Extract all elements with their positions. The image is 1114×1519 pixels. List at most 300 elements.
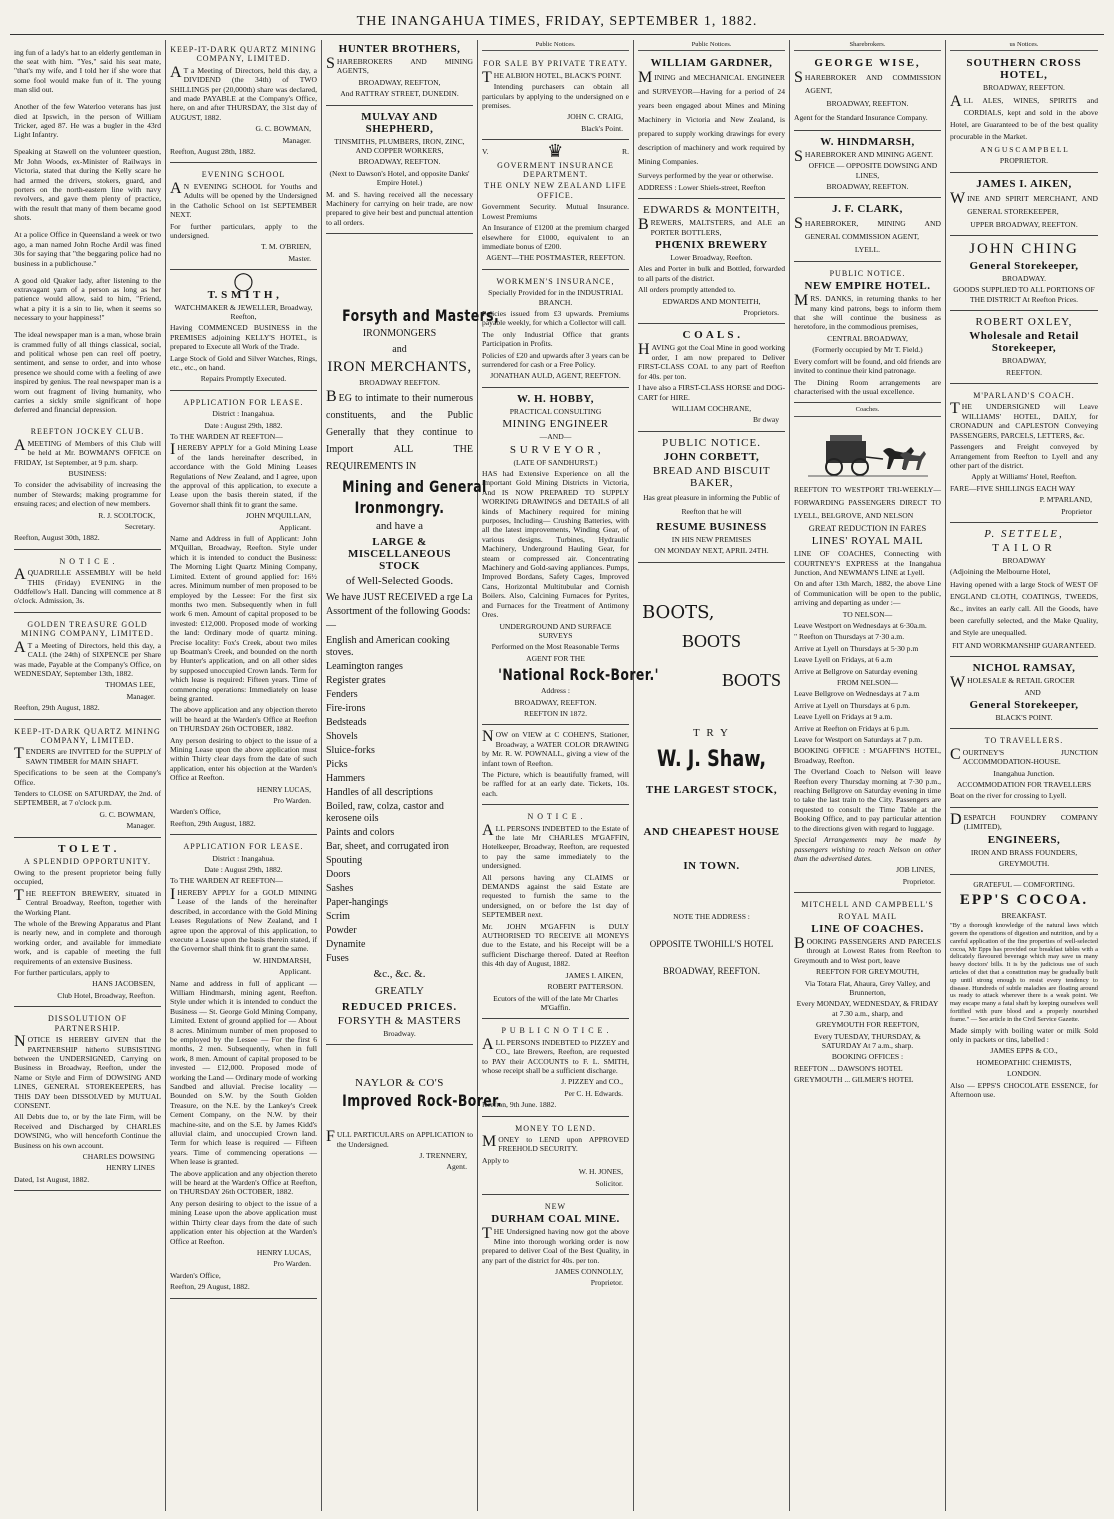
ad-body: Name and Address in full of Applicant: John M'Quillan, Broadway, Reefton. Style under which it is intended to conduct the Business: The Morning Light Quartz Mining Company, Limited. Extent of ground applied for: 16½ acres. Minimum number of men proposed to be employed by the Lessee: For the first six months two men. Subsequently when in full work 6 men. Amount of capital proposed to be invested: £12,000. Proposed mode of working the land: Ordinary mode of quartz mining. Precise locality: Fox's Creek, about two miles up Boatman's Creek, and bounded on the north by Hunter's application, and on all other sides by supposed unoccupied Crown lands. Term for which lease is required: Fifteen years. Time of commencing operations: Immediately on lease being granted. [170,534,317,703]
address: BROADWAY [1002,555,1046,565]
ad-body: Has great pleasure in informing the Public of Reefton that he will [643,492,780,516]
ad-body: Intending purchasers can obtain all particulars by applying to the undersigned on e premises. [482,82,629,111]
government-insurance-ad [482,142,629,269]
ad-body: THE UNDERSIGNED will Leave WILLIAMS' HOTEL, DAILY, for CRONADUN and CAPLESTON Conveying PASSENGERS, PARCELS, LETTERS, &c. [950,400,1098,440]
ad-title: M'PARLAND'S COACH. [973,391,1075,401]
signature: THOMAS LEE, [105,680,155,690]
list-item: Bedsteads [326,716,367,728]
ad-title: MONEY TO LEND. [515,1123,596,1133]
ad-body: GOODS SUPPLIED TO ALL PORTIONS OF THE DISTRICT At Reefton Prices. [953,285,1095,304]
columns [10,40,1106,1511]
address: BROADWAY REEFTON. [359,378,440,388]
nichol-ramsay-ad [950,659,1098,729]
crown-crest-icon: ♛ [547,141,564,162]
ad-title: GOVERMENT INSURANCE DEPARTMENT. [497,160,614,180]
ad-body: Surveys performed by the year or otherwise. [638,171,774,181]
shaw-headline: W. J. Shaw, [656,746,767,772]
ad-body: On and after 13th March, 1882, the above Line of Communication will be open to the public, arriving and departing as under :— [794,579,941,608]
ad-body: REEFTON IN 1872. [524,708,587,718]
ad-subtitle: THE ONLY NEW ZEALAND LIFE OFFICE. [484,181,627,200]
ad-title: C O A L S . [682,329,741,342]
address: OPPOSITE TWOHILL'S HOTEL [649,938,774,949]
ad-title: MINING ENGINEER [502,418,609,431]
booking-office: REEFTON ... DAWSON'S HOTEL [794,1063,903,1073]
district: District : Inangahua. [212,853,275,863]
signature-role: Applicant. [279,967,311,977]
ad-title: FOR SALE BY PRIVATE TREATY. [483,59,628,69]
list-item: Shovels [326,730,358,742]
address: BROADWAY. [1001,274,1047,284]
signature-role: Manager. [126,821,155,831]
agent: AGENT—THE POSTMASTER, REEFTON. [485,253,626,263]
list-item: Fuses [326,952,349,964]
address: BROADWAY, REEFTON, [358,77,441,87]
ad-body: Government Security. Mutual Insurance. Lowest Premiums [482,202,629,221]
travellers-ad [950,731,1098,807]
list-item: Doors [326,868,351,880]
signature-role: Secretary. [124,522,155,532]
signature: JAMES I. AIKEN, [565,970,623,980]
ad-title: DURHAM COAL MINE. [491,1213,620,1226]
ad-title: DISSOLUTION OF PARTNERSHIP. [47,1014,128,1033]
list-item: Register grates [326,674,386,686]
crest-letter: R. [622,147,629,157]
ad-body: An Insurance of £1200 at the premium charged elsewhere for £1000, equivalent to an immediate bonus of £200. [482,223,629,251]
ad-title: N O T I C E . [527,812,584,822]
ad-body: (Formerly occupied by Mr T. Field.) [812,345,923,355]
ad-title: LINE OF COACHES. [811,922,924,935]
list-item: Bar, sheet, and corrugated iron [326,840,449,852]
signature-role: Applicant. [279,522,311,532]
ad-subtitle: UNDERGROUND AND SURFACE SURVEYS [499,621,612,640]
timetable-row: " Reefton on Thursdays at 7·30 a.m. [794,632,905,642]
signature: Per C. H. Edwards. [564,1088,623,1098]
ad-body: SHAREBROKER AND MINING AGENT. [794,147,934,165]
ad-title: IN TOWN. [683,860,740,873]
ad-body: of Well-Selected Goods. [345,574,454,587]
ad-title: FORSYTH & MASTERS [337,1014,462,1027]
watch-icon: ◯ [233,271,254,292]
signature-role: Proprietor. [902,876,935,886]
ad-body: AN EVENING SCHOOL for Youths and Adults will be opened by the Undersigned in the Catholic School on 1st SEPTEMBER NEXT. [170,179,317,220]
ad-subtitle: GREAT REDUCTION IN FARES [808,522,927,533]
southern-cross-ad [950,54,1098,172]
ad-body: BOOKING PASSENGERS AND PARCELS through at Lowest Rates from Reefton to Greymouth and to West port, leave [794,934,941,965]
signature: G. C. BOWMAN, [255,124,311,134]
lines-coach-ad [794,420,941,893]
date: Date : August 29th, 1882. [204,420,283,430]
ad-body: THE Undersigned having now got the above Mine into thorough working order is now prepared to deliver Coal of the Best Quality, in any part of the district for 40s. per ton. [482,1225,629,1265]
signature-role: Manager. [126,691,155,701]
ad-subtitle: FROM NELSON— [837,678,898,687]
column-2 [166,40,322,1511]
office: Warden's Office, [170,1270,221,1280]
albion-sale-ad [482,54,629,140]
address: BROADWAY, REEFTON. [358,157,441,167]
address-label: Address : [541,686,570,696]
ad-body: ALL ALES, WINES, SPIRITS and CORDIALS, kept and sold in the above Hotel, are Guaranteed to be of the best quality procurable in the Market. [950,92,1098,141]
boots-headline: BOOTS [721,670,781,691]
section-label: Public Notices. [638,40,785,51]
date: Reefton, 9th June. 1882. [482,1100,557,1110]
t-smith-ad [170,272,317,391]
signature-role: Ecutors of the will of the late Mr Charles M'Gaffin. [493,993,618,1012]
signature: HOMEOPATHIC CHEMISTS, [976,1057,1072,1067]
ad-body: FARE—FIVE SHILLINGS EACH WAY [950,483,1076,493]
ad-body: Special Arrangements may be made by passengers wishing to reach Nelson on other than the advertised dates. [794,835,941,863]
addressee: To THE WARDEN AT REEFTON— [170,876,283,886]
story: ing fun of a lady's hat to an elderly gentleman in the seat with him. "Yes," said his seat mate, "that's my wife, and I told her if she wore that some fool would make fun of it. The young man slid out. [14,47,161,95]
ad-body: Having opened with a large Stock of WEST OF ENGLAND CLOTH, COATINGS, TWEEDS, &c., invites an early call. All the Goods, have been carefully selected, and the Make Quality, and Style are unequalled. [950,579,1098,637]
ad-title: EDWARDS & MONTEITH, [643,204,780,217]
signature: CHARLES DOWSING [82,1151,155,1161]
ad-subtitle: TAILOR [992,541,1056,554]
ad-title: T. S M I T H , [207,288,280,301]
ad-subtitle: NEW [544,1202,567,1211]
coals-ad [638,326,785,431]
evening-school-ad [170,165,317,270]
robert-oxley-ad [950,313,1098,384]
ad-title: SOUTHERN CROSS HOTEL, [966,57,1082,82]
timetable-row: Arrive at Lyell on Thursdays at 5·30 p.m [794,643,919,653]
hobby-engineer-ad [482,390,659,726]
ad-title: NAYLOR & CO'S [355,1077,444,1090]
lease-application-1 [170,393,317,835]
ad-body: Large Stock of Gold and Silver Watches, Rings, etc., etc., on hand. [170,353,317,372]
address: GREYMOUTH. [998,859,1050,869]
address: BROADWAY, REEFTON. [514,697,597,707]
ad-subtitle: WATCHMAKER & JEWELLER, Broadway, Reefton, [174,302,313,321]
ad-title: APPLICATION FOR LEASE. [183,397,304,407]
ad-subtitle: BREAD AND BISCUIT BAKER, [652,464,771,489]
ad-body: Ales and Porter in bulk and Bottled, forwarded to all parts of the district. [638,264,785,283]
ad-body: REEFTON TO WESTPORT TRI-WEEKLY—FORWARDING PASSENGERS DIRECT TO LYELL, BELGROVE, AND NELSON [794,484,941,520]
ad-title: MITCHELL AND CAMPBELL'S [801,900,934,910]
signature: P. M'PARLAND, [1039,495,1092,505]
ad-connector: and [392,344,407,356]
list-item: Picks [326,758,348,770]
signature-role: Agent. [446,1162,467,1172]
ad-subtitle: GRATEFUL — COMFORTING. [973,880,1075,890]
column-6 [790,40,946,1511]
list-item: Scrim [326,910,350,922]
ad-body: The Dining Room arrangements are characterised with the usual excellence. [794,377,941,396]
ad-title: EVENING SCHOOL [201,170,286,180]
despatch-foundry-ad [950,810,1098,876]
ad-title: ENGINEERS, [987,833,1061,846]
ad-title: T O L E T . [58,842,117,855]
ad-body: IHEREBY APPLY for a Gold Mining Lease of the lands hereinafter described, in accordance with the Gold Mining Leases Regulations of New Zealand, and I agree, upon the approval of this application, to execute a Lease upon the basis therein stated, if the Governor shall think fit to grant the same. [170,441,317,509]
ad-body: AT a Meeting of Directors, held this day, a DIVIDEND (the 34th) of TWO SHILLINGS per (20,000th) share was declared, and made PAYABLE at the Company's Office, here, on and after THURSDAY, the 31st day of AUGUST, 1882. [170,63,317,122]
workmens-insurance-ad [482,272,629,388]
signature: W. H. JONES, [578,1167,623,1177]
ad-subtitle: (LATE OF SANDHURST.) [513,457,598,467]
signature: A N G U S C A M P B E L L [980,144,1068,154]
address: BROADWAY, REEFTON. [826,182,909,192]
ad-title: WORKMEN'S INSURANCE, [496,276,615,286]
list-item: Leamington ranges [326,660,403,672]
ad-body: Agent for the Standard Insurance Company. [794,112,928,122]
date: Reefton, 29th August, 1882. [170,818,256,828]
ad-connector: —AND— [539,432,572,442]
ad-body: Every TUESDAY, THURSDAY, & SATURDAY At 7 a.m., sharp. [814,1031,921,1050]
address: And RATTRAY STREET, DUNEDIN. [340,89,459,99]
ad-body: OFFICE — OPPOSITE DOWSING AND LINES, [808,161,938,180]
signature: J. TRENNERY, [419,1150,467,1160]
list-item: Fire-irons [326,702,366,714]
date: Reefton, August 30th, 1882. [14,533,100,543]
list-item: Paints and colors [326,826,395,838]
list-item: Sluice-forks [326,744,375,756]
ad-body: SHAREBROKER AND COMMISSION AGENT, [794,69,941,96]
ad-body: Every comfort will be found, and old friends are invited to continue their kind patronage. [794,356,941,376]
signature: HANS JACOBSEN, [92,979,155,989]
signature-role: Master. [288,253,311,263]
epps-cocoa-ad [950,877,1098,1105]
ad-body: The above application and any objection thereto will be heard at the Warden's Office at Reefton, on THURSDAY 26th OCTOBER, 1882. [170,1168,317,1197]
signature: JOHN C. CRAIG, [567,112,623,122]
signature: WILLIAM COCHRANE, [671,403,752,413]
ad-body: "By a thorough knowledge of the natural laws which govern the operations of digestion and nutrition, and by a careful application of the fine properties of well-selected cocoa, Mr Epps has provided our breakfast tables with a delicately flavoured beverage which may save us many heavy doctors' bills. It is by the judicious use of such articles of diet that a constitution may be gradually built up until strong enough to resist every tendency to disease. Hundreds of subtle maladies are floating around us ready to attack wherever there is a weak point. We may escape many a fatal shaft by keeping ourselves well fortified with pure blood and a properly nourished frame." — See article in the Civil Service Gazette. [950,922,1098,1023]
ad-body: (Adjoining the Melbourne Hotel, [950,567,1051,577]
ad-body: All persons having any CLAIMS or DEMANDS against the said Estate are requested to furnish the same to the undersigned, on or before the 1st day of SEPTEMBER next. [482,872,629,920]
ad-body: NOW on VIEW at C COHEN'S, Stationer, Broadway, a WATER COLOR DRAWING by Mr. R. W. POWNALL, giving a view of the infant town of Reefton. [482,728,629,768]
dissolution-ad [14,1009,161,1191]
list-item: Handles of all descriptions [326,786,433,798]
ad-title: LINES' ROYAL MAIL [811,535,924,548]
signature-role: Solicitor. [595,1178,623,1188]
story: Speaking at Stawell on the volunteer question, Mr John Woods, ex-Minister of Railways in Victoria, stated that during the Kelly scare he had armed the drivers, stokers, guard, and porters on the north-eastern line with navy revolvers, and gave them plenty of practice, with the result that many of them became good shots. [14,147,161,223]
timetable-row: Leave Westport on Wednesdays at 6·30a.m. [794,620,927,630]
ad-title: APPLICATION FOR LEASE. [183,842,304,852]
column-5 [634,40,790,1511]
ad-title: P. SETTELE, [984,527,1064,540]
signature-role: Proprietor [1061,506,1092,516]
signature: LONDON. [1007,1069,1041,1079]
ad-body: Boat on the river for crossing to Lyell. [950,791,1067,801]
list-item: Powder [326,924,357,936]
crest-row [482,141,629,162]
ad-body: Any person desiring to object to the issue of a mining Lease upon the above application must within Thirty clear days from the date of such application enter his objection at the Warden's Office at Reefton. [170,1198,317,1246]
signature-role: Pro Warden. [273,1259,311,1269]
list-item: Dynamite [326,938,366,950]
booking-office: GREYMOUTH ... GILMER'S HOTEL [794,1075,914,1085]
masthead: THE INANGAHUA TIMES, FRIDAY, SEPTEMBER 1, 1882. [356,14,758,29]
boots-headline: BOOTS, [642,601,715,623]
signature: HENRY LUCAS, [256,1247,311,1257]
ad-body: Via Totara Flat, Ahaura, Grey Valley, and Brunnerton, [804,978,931,997]
ad-title: JAMES I. AIKEN, [976,177,1072,190]
goods-list [326,635,473,965]
address: BROADWAY, REEFTON. [826,99,909,109]
story: At a police Office in Queensland a week or two ago, a man named John Roche Ardil was fined 30s for saying that "the beggaring police had no business in a publichouse." [14,230,161,268]
ad-title: W. H. HOBBY, [516,392,595,405]
ad-title: AND CHEAPEST HOUSE [643,826,780,839]
signature: G. C. BOWMAN, [99,809,155,819]
boots-headline: BOOTS [681,630,741,651]
jf-clark-ad [794,200,941,261]
ad-title: REDUCED PRICES. [341,1000,458,1013]
ad-body: &c., &c. &. [373,967,426,980]
notice-ad [14,552,161,613]
addressee: To THE WARDEN AT REEFTON— [170,432,283,441]
ad-subtitle: REEFTON FOR GREYMOUTH, [815,967,920,977]
date: Reefton, 29th August, 1882. [14,703,100,713]
ad-body: Apply to [482,1155,509,1165]
section-label: Coaches. [794,405,941,416]
ad-title: Mining and General [342,476,487,496]
durham-coal-ad [482,1197,629,1294]
ad-title: J. F. CLARK, [832,203,903,216]
ad-body: AGENT FOR THE [526,653,585,663]
cohen-drawing-ad [482,727,629,805]
ad-body: Apply at Williams' Hotel, Reefton. [971,472,1077,482]
ad-body: FIT AND WORKMANSHIP GUARANTEED. [952,640,1096,650]
ad-title: Improved Rock-Borer. [342,1091,503,1111]
ad-title: W. HINDMARSH, [820,135,915,148]
ad-title: GOLDEN TREASURE GOLD MINING COMPANY, LIMITED. [21,619,154,639]
ad-body: Policies of £20 and upwards after 3 years can be surrendered for cash or a Free Policy. [482,350,629,369]
signature-role: Pro Warden. [273,796,311,806]
ad-subtitle: TINSMITHS, PLUMBERS, IRON, ZINC, AND COPPER WORKERS, [334,136,465,156]
keep-it-dark-tender-ad [14,722,161,838]
ad-title: 'National Rock-Borer.' [498,665,659,685]
jockey-club-ad [14,422,161,549]
ad-body: BEG to intimate to their numerous constituents, and the Public Generally that they continue to Import ALL THE REQUIREMENTS IN [326,387,473,472]
ad-subtitle: BREAKFAST. [1001,910,1047,920]
ad-title: EPP'S COCOA. [959,891,1089,908]
ad-title: S U R V E Y O R , [509,443,602,456]
ad-body: Owing to the present proprietor being fully occupied, [14,868,161,887]
ad-title: Forsyth and Masters, [342,306,500,326]
ad-body: Tenders to CLOSE on SATURDAY, the 2nd. of SEPTEMBER, at 7 o'clock p.m. [14,788,161,808]
ad-body: IN HIS NEW PREMISES [671,534,752,544]
date: Dated, 1st August, 1882. [14,1174,90,1184]
ad-subhead: BUSINESS: [68,469,107,478]
stagecoach-icon [808,427,928,479]
section-label: Public Notices. [482,40,629,51]
ad-body: T R Y [693,726,730,739]
ad-label: PUBLIC NOTICE. [829,268,906,278]
column-7 [946,40,1102,1511]
keep-it-dark-dividend-ad [170,40,317,163]
signature: HENRY LINES [106,1163,155,1173]
date: Reefton, 29 August, 1882. [170,1282,250,1292]
ad-body: Specifications to be seen at the Company's Office. [14,768,161,787]
section-label: us Notices. [950,40,1098,51]
ad-title: HUNTER BROTHERS, [338,43,461,55]
ad-body: NOTICE IS HEREBY GIVEN that the PARTNERSHIP hitherto SUBSISTING between the UNDERSIGNED, Carrying on Business in Broadway, Reefton, under the Name or Style and Firm of DOWSING AND LINES, GENERAL STOREKEEPERS, has THIS DAY been DISSOLVED by MUTUAL CONSENT. [14,1033,161,1110]
ad-title: RESUME BUSINESS [656,520,767,533]
signature-role: Proprietors. [743,308,779,318]
ad-connector: AND [1024,687,1041,697]
ad-subtitle: General Storekeeper, [969,698,1079,711]
address: ADDRESS : Lower Shiels-street, Reefton [638,182,766,192]
mparland-coach-ad [950,386,1098,523]
mulvay-shepherd-ad [326,108,473,235]
corbett-bakery-ad [638,434,785,563]
ad-body: Name and address in full of applicant — William Hindmarsh, mining agent, Reefton. Style under which it is intended to conduct the Business — St. George Gold Mining Company, Limited. Extent of ground applied for — About 8 acres. Minimum number of men proposed to be employed by the Lessee — For the first 6 months, 2 men. Subsequently, when in full work, 8 men. Amount of capital proposed to be invested — £12,000. Proposed mode of working the Land — Ordinary mode of working Sandbed and alluvial. Precise locality — Bounded on S.W. by the South Golden Treasure, on the N.E. by the Lankey's Creek Cement Company, on the N.W. by their machine-site, and on the S.E. by James Kidd's alluvial claim, and unoccupied Crown land. Term for which lease is required — Fifteen years. Time of commencing operations — When lease is granted. [170,978,317,1167]
ad-body: WHOLESALE & RETAIL GROCER [950,674,1075,692]
timetable-row: Arrive at Lyell on Thursdays at 6 p.m. [794,700,911,710]
address: (Next to Dawson's Hotel, and opposite Danks' Empire Hotel.) [329,168,470,188]
ad-body: Performed on the Most Reasonable Terms [491,642,620,652]
william-gardner-ad [638,54,785,199]
signature-role: Manager. [282,135,311,145]
ad-title: THE LARGEST STOCK, [645,784,778,797]
ad-body: Also — EPPS'S CHOCOLATE ESSENCE, for Afternoon use. [950,1080,1098,1100]
ad-title: KEEP-IT-DARK QUARTZ MINING COMPANY, LIMITED. [170,45,317,64]
ad-body: THE ALBION HOTEL, BLACK'S POINT. [482,68,622,86]
story: The ideal newspaper man is a man, whose brain is crammed fully of all things classical, social, and political whose pen can reel off poetry, sentiment, and sense to order, and into whose presence we should come with a feeling of awe inspired by genius. The real newspaper man is a worn out fragment of living humanity, who carries a sickly smile significant of hope deferred and financial depression. [14,330,161,415]
ad-body: M. and S. having received all the necessary Machinery for carrying on heir trade, are now prepared to give heir best and punctual attention to all orders. [326,189,473,227]
signature: EDWARDS AND MONTEITH, [662,296,761,306]
ad-title: Ironmongry. [354,497,445,517]
address: BROADWAY, REEFTON. [662,965,761,976]
signature: JOHN M'QUILLAN, [245,511,311,521]
signature: ROBERT PATTERSON. [547,982,623,992]
ad-subtitle: TO NELSON— [842,609,893,619]
ad-body: To consider the advisability of increasing the number of Stewards; making programme for ensuing races; and election of new members. [14,480,161,509]
shaw-boots-ad [638,565,785,983]
ad-subtitle: PRACTICAL CONSULTING [509,406,602,416]
signature-role: Br dway [753,415,779,425]
george-wise-ad [794,54,941,130]
to-let-ad [14,840,161,1008]
ad-title: GEORGE WISE, [814,57,921,70]
signature: J. PIZZEY and CO., [561,1077,623,1087]
ad-title: JOHN CORBETT, [663,450,760,463]
district: District : Inangahua. [212,409,275,419]
list-item: Boiled, raw, colza, castor and kerosene oils [326,800,444,824]
story: Another of the few Waterloo veterans has just died at Ipswich, in the person of William Tricker, aged 87. He was a bugler in the 43rd Light Infantry. [14,102,161,140]
ad-body: THE REEFTON BREWERY, situated in Central Broadway, Reefton, together with the Working Plant. [14,886,161,917]
ad-body: All orders promptly attended to. [638,285,736,295]
list-item: English and American cooking stoves. [326,634,450,658]
ad-title: REEFTON JOCKEY CLUB. [30,427,145,437]
address: CENTRAL BROADWAY, [827,333,908,343]
hunter-brothers-ad [326,40,473,106]
ad-body: TENDERS are INVITED for the SUPPLY of SAWN TIMBER for MAIN SHAFT. [14,745,161,766]
aiken-ad [950,175,1098,236]
ad-body: ON MONDAY NEXT, APRIL 24TH. [654,546,769,556]
story: A good old Quaker lady, after listening to the extravagant yarn of a person as long as her patience would allow, said to him, "Friend, what a pity it is a sin to lie, when it seems so necessary to your happiness!" [14,275,161,323]
timetable-row: Arrive at Bellgrove on Saturday evening [794,666,918,676]
ad-body: AT a Meeting of Directors, held this day, a CALL (the 24th) of SIXPENCE per Share was made, Payable at the Company's Office, on WEDNESDAY, September 13th, 1882. [14,638,161,678]
masthead-rule [10,34,1104,35]
ad-body: ALL PERSONS INDEBTED to the Estate of the late Mr CHARLES M'GAFFIN, Hotelkeeper, Broadway, Reefton, are requested to pay the same immediately to the undersigned. [482,821,629,871]
ad-body: WINE AND SPIRIT MERCHANT, AND GENERAL STOREKEEPER, [950,189,1098,216]
ad-body: AQUADRILLE ASSEMBLY will be held THIS (Friday) EVENING in the Oddfellow's Hall. Dancing will commence at 8 o'clock. Admission, 3s. [14,566,161,606]
ad-body: For further particulars, apply to [14,968,110,978]
ad-body: For further particulars, apply to the undersigned. [170,221,317,240]
signature: T. M. O'BRIEN, [261,242,311,252]
signature-role: PROPRIETOR. [999,156,1049,166]
signature: HENRY LUCAS, [256,784,311,794]
ad-body: MINING and MECHANICAL ENGINEER and SURVEYOR—Having for a period of 24 years been engaged about Mines and Mining Machinery in Victoria and New Zealand, is prepared to supply working drawings for every description of machinery and work required by Mining Companies. [638,69,785,167]
ad-body: HAS had Extensive Experience on all the important Gold Mining Districts in Victoria, And IS NOW PREPARED TO SUPPLY WORKING DRAWINGS and DETAILS of all kinds of Machinery required for mining purposes, Including— Crushing Batteries, with all the latest improvements, Winding Gear, of various designs. Turbines, Hydraulic Machinery, Underground Hauling Gear, for steam or compressed air. Concentrating Machinery and Gold-saving appliances. Pumps, Improved Bordans, Safety Cages, Improved Cans, Horizontal Multitubular and Cornish Boilers. Also, Calcining Furnaces for Pyrites, and Furnaces for the Treatment of Antimony Ores. [482,469,629,620]
ad-title: PUBLIC NOTICE. [662,436,761,449]
ad-subtitle: IRONMONGERS [362,328,437,340]
list-item: Paper-hangings [326,896,389,908]
signature: W. HINDMARSH, [252,955,311,965]
ad-body: SHAREBROKER, MINING AND GENERAL COMMISSION AGENT, [794,215,941,242]
ad-body: BREWERS, MALTSTERS, and ALE an PORTER BOTTLERS, [638,216,785,237]
address: BROADWAY, [1001,356,1047,366]
ad-body: The whole of the Brewing Apparatus and Plant is nearly new, and in complete and thorough working order, and available for immediate work, and is capable of meeting the full requirements of an extensive Business. [14,919,161,966]
ad-body: MONEY to LEND upon APPROVED FREEHOLD SECURITY. [482,1132,629,1154]
ad-title: NICHOL RAMSAY, [972,662,1076,675]
